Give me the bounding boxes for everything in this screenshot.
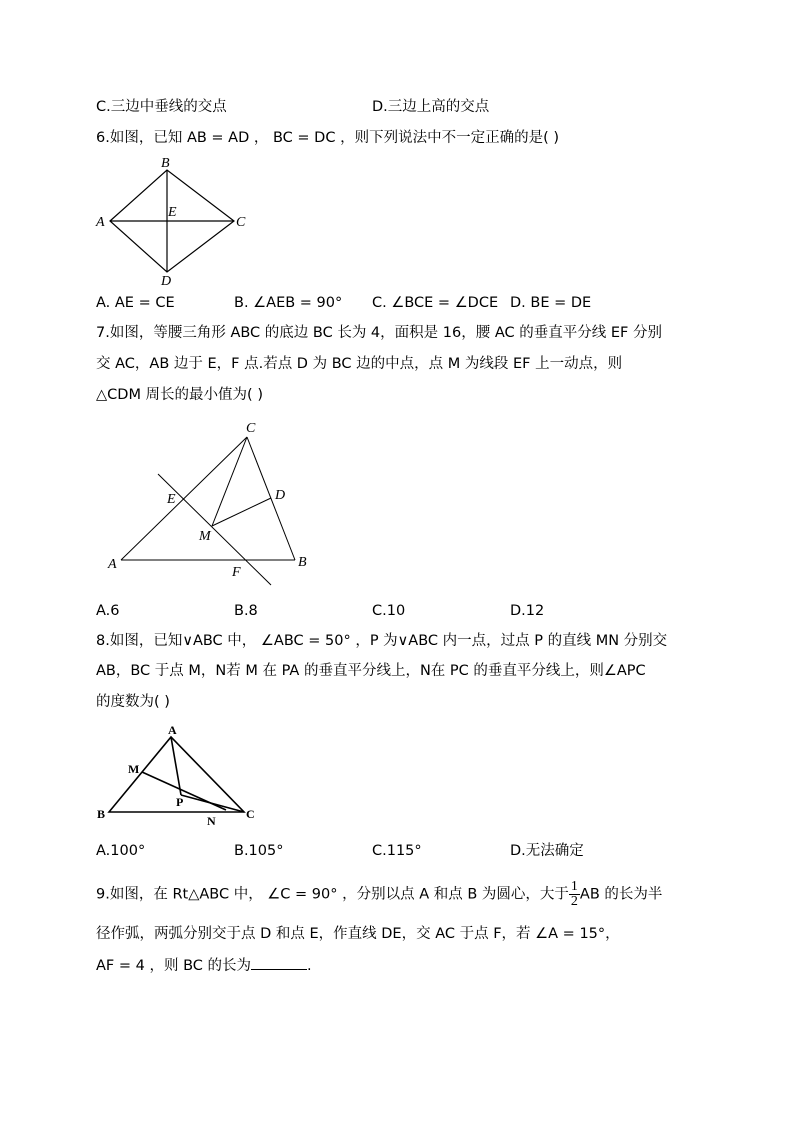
q9-stem-line3-end: . <box>307 958 312 974</box>
q8-option-a: A.100° <box>96 843 146 859</box>
q7-option-c: C.10 <box>372 603 406 619</box>
q9-fraction-half <box>569 880 580 909</box>
q8-option-c: C.115° <box>372 843 422 859</box>
q8-segment-pc <box>181 795 244 812</box>
q6-option-b: B. ∠AEB = 90° <box>234 295 343 311</box>
q9-stem-line1-part1: 9.如图，在 Rt△ABC 中， ∠C = 90° ，分别以点 A 和点 B 为圆心，大于 <box>96 886 569 903</box>
q6-label-c: C <box>236 215 246 230</box>
q8-label-n: N <box>207 814 216 828</box>
q6-label-d: D <box>161 274 172 289</box>
q7-label-a: A <box>108 557 117 572</box>
q6-label-e: E <box>168 205 177 220</box>
q8-label-p: P <box>176 795 184 809</box>
q6-option-d: D. BE = DE <box>510 295 592 311</box>
q6-option-a: A. AE = CE <box>96 295 175 311</box>
q8-stem-line3: 的度数为( ) <box>96 694 170 710</box>
q5-option-d: D.三边上高的交点 <box>372 99 490 115</box>
q7-label-m: M <box>199 529 211 544</box>
q7-label-f: F <box>232 565 241 580</box>
q9-fraction-numerator: 1 <box>570 879 578 894</box>
q9-stem-line1-part2: AB 的长为半 <box>579 886 663 903</box>
q7-stem-line3: △CDM 周长的最小值为( ) <box>96 387 263 403</box>
q7-label-d: D <box>275 488 286 503</box>
q9-answer-blank[interactable] <box>251 955 307 970</box>
q6-label-a: A <box>96 215 105 230</box>
q9-stem-line3-text: AF = 4 ，则 BC 的长为 <box>96 958 251 974</box>
q7-option-d: D.12 <box>510 603 545 619</box>
q7-label-c: C <box>246 421 256 436</box>
q7-label-b: B <box>298 555 307 570</box>
q7-label-e: E <box>167 492 176 507</box>
q9-stem-line2: 径作弧，两弧分别交于点 D 和点 E，作直线 DE，交 AC 于点 F，若 ∠A = 15°， <box>96 926 620 942</box>
q8-stem-line2: AB，BC 于点 M，N若 M 在 PA 的垂直平分线上，N在 PC 的垂直平分线上，则∠APC <box>96 663 646 679</box>
q6-stem: 6.如图，已知 AB = AD ， BC = DC ，则下列说法中不一定正确的是( ) <box>96 130 559 146</box>
q8-label-c: C <box>246 807 255 821</box>
q7-option-b: B.8 <box>234 603 258 619</box>
q8-label-b: B <box>97 807 106 821</box>
q9-fraction-denominator: 2 <box>570 894 578 909</box>
q6-label-b: B <box>161 156 170 171</box>
q7-stem-line2: 交 AC，AB 边于 E，F 点.若点 D 为 BC 边的中点，点 M 为线段 EF 上一动点，则 <box>96 356 623 372</box>
q6-option-c: C. ∠BCE = ∠DCE <box>372 295 499 311</box>
q8-option-d: D.无法确定 <box>510 843 584 859</box>
q8-option-b: B.105° <box>234 843 284 859</box>
q9-stem-line1 <box>96 880 662 909</box>
q8-label-a: A <box>168 723 177 737</box>
q9-stem-line3 <box>96 955 312 976</box>
q7-stem-line1: 7.如图，等腰三角形 ABC 的底边 BC 长为 4，面积是 16，腰 AC 的垂直平分线 EF 分别 <box>96 325 662 341</box>
q7-option-a: A.6 <box>96 603 120 619</box>
q8-stem-line1: 8.如图，已知∨ABC 中， ∠ABC = 50° ，P 为∨ABC 内一点，过点 P 的直线 MN 分别交 <box>96 633 668 649</box>
q8-label-m: M <box>128 762 140 776</box>
q5-option-c: C.三边中垂线的交点 <box>96 99 227 115</box>
